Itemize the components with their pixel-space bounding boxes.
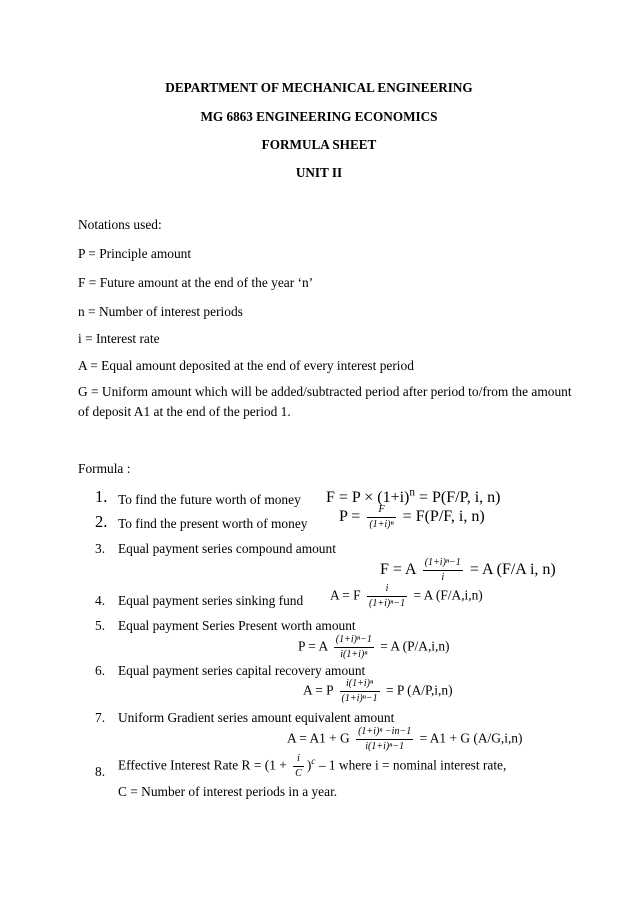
item-number: 6. bbox=[95, 663, 106, 678]
notation-item: G = Uniform amount which will be added/subtracted period after period to/from the amount of deposit A1 at the end of the period 1. bbox=[78, 384, 572, 419]
notation-item: i = Interest rate bbox=[78, 331, 160, 346]
unit-title: UNIT II bbox=[295, 165, 343, 180]
formula-description: Equal payment series sinking fund bbox=[118, 593, 304, 608]
course-title: MG 6863 ENGINEERING ECONOMICS bbox=[200, 109, 438, 124]
formula-description: Equal payment Series Present worth amount bbox=[118, 618, 356, 633]
effective-interest-formula: Effective Interest Rate R = (1 + $\frac{i}{C}$ )$^c$ – 1 where i = nominal interest rate, bbox=[118, 753, 507, 779]
item-number: 7. bbox=[95, 710, 106, 725]
item-number: 5. bbox=[95, 618, 106, 633]
capital-recovery-formula: A = P $\frac{\text{i(1+i)ⁿ}}{\text{(1+i)ⁿ−1}}$ = P (A/P,i,n) bbox=[303, 678, 453, 704]
department-title: DEPARTMENT OF MECHANICAL ENGINEERING bbox=[165, 80, 473, 95]
present-worth-formula: P = $\frac{F}{\text{(1+i)ⁿ}}$ = F(P/F, i, n) bbox=[339, 504, 485, 530]
sinking-fund-formula: A = F $\frac{i}{\text{(1+i)ⁿ−1}}$ = A (F/A,i,n) bbox=[330, 583, 483, 609]
item-number: 4. bbox=[95, 593, 106, 608]
effective-interest-note: C = Number of interest periods in a year. bbox=[118, 784, 338, 799]
item-number: 3. bbox=[95, 541, 106, 556]
formula-description: To find the future worth of money bbox=[118, 492, 301, 507]
item-number: 1. bbox=[95, 487, 108, 506]
notations-heading: Notations used: bbox=[78, 217, 162, 232]
formula-description: Equal payment series capital recovery amount bbox=[118, 663, 366, 678]
notation-item: n = Number of interest periods bbox=[78, 304, 243, 319]
notation-item: F = Future amount at the end of the year ‘n’ bbox=[78, 275, 314, 290]
present-worth-series-formula: P = A $\frac{\text{(1+i)ⁿ−1}}{\text{i(1+i)ⁿ}}$ = A (P/A,i,n) bbox=[298, 634, 450, 660]
uniform-gradient-formula: A = A1 + G $\frac{\text{(1+i)ⁿ −in−1}}{\text{i(1+i)ⁿ−1}}$ = A1 + G (A/G,i,n) bbox=[287, 726, 523, 752]
notation-item: A = Equal amount deposited at the end of every interest period bbox=[78, 358, 414, 373]
compound-amount-formula: F = A $\frac{\text{(1+i)ⁿ−1}}{i}$ = A (F/A i, n) bbox=[380, 557, 556, 583]
item-number: 2. bbox=[95, 512, 108, 531]
formula-heading: Formula : bbox=[78, 461, 131, 476]
item-number: 8. bbox=[95, 764, 106, 779]
formula-description: Equal payment series compound amount bbox=[118, 541, 336, 556]
sheet-title: FORMULA SHEET bbox=[261, 137, 377, 152]
future-worth-formula: $F = P \times (1+i)^n = P(F/P$, i, n) bbox=[326, 486, 501, 506]
notation-item: P = Principle amount bbox=[78, 246, 192, 261]
formula-description: To find the present worth of money bbox=[118, 516, 308, 531]
formula-description: Uniform Gradient series amount equivalent amount bbox=[118, 710, 395, 725]
